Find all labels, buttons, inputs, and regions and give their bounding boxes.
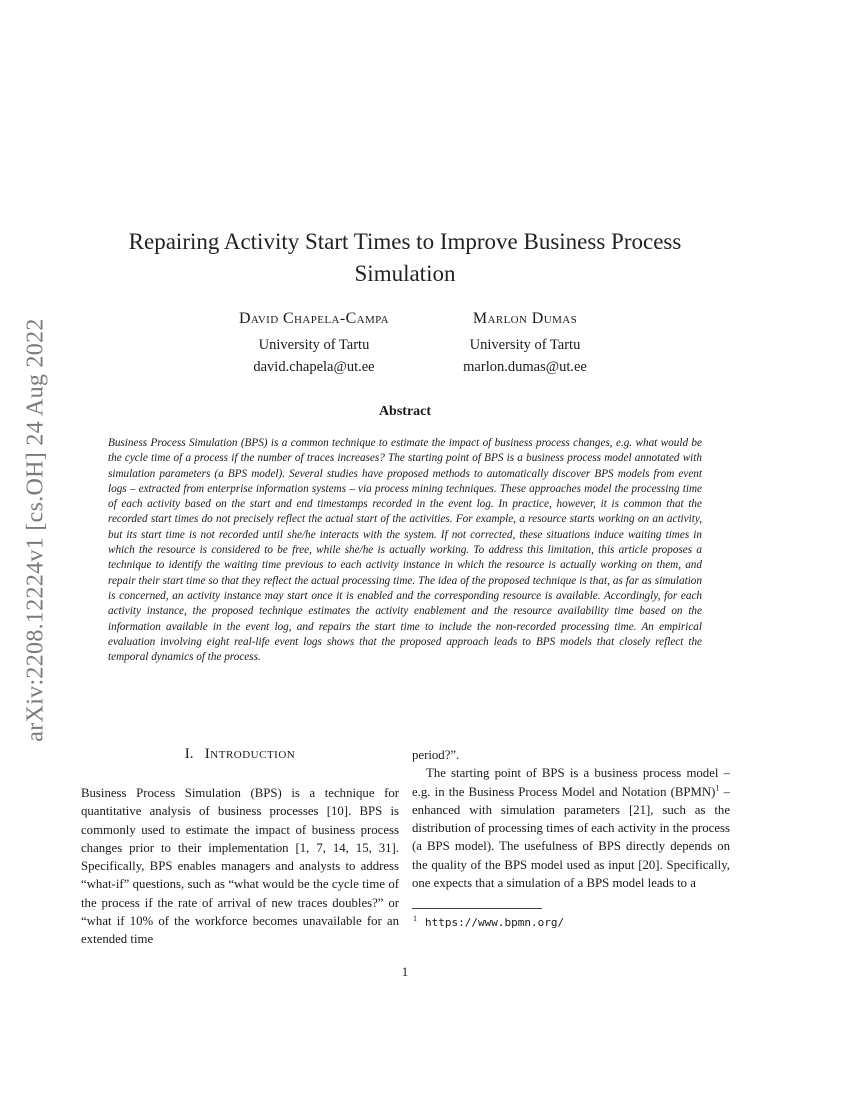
author-name: Marlon Dumas bbox=[472, 310, 578, 327]
footnote-link[interactable]: https://www.bpmn.org/ bbox=[425, 916, 565, 929]
right-column bbox=[412, 746, 730, 892]
section-number: I. bbox=[184, 746, 194, 762]
footnote-reference[interactable]: 1 bbox=[715, 783, 720, 793]
intro-paragraph-1-continued: period?”. bbox=[412, 748, 460, 762]
footnote-divider bbox=[412, 908, 542, 909]
intro-paragraph-2-part-b: – enhanced with simulation parameters [21], such as the distribution of processing times of each activity in the process (a BPS model). The usefulness of BPS directly depends on the quality of the BPS model used as input [20]. Specifically, one expects that a simulation of a BPS model leads to a bbox=[412, 784, 730, 891]
author-email: marlon.dumas@ut.ee bbox=[463, 359, 587, 375]
author-block-2 bbox=[415, 308, 635, 378]
intro-paragraph-2 bbox=[412, 764, 730, 892]
author-email: david.chapela@ut.ee bbox=[253, 359, 375, 375]
author-affiliation: University of Tartu bbox=[469, 337, 581, 353]
author-name: David Chapela-Campa bbox=[238, 310, 390, 327]
author-affiliation: University of Tartu bbox=[258, 337, 370, 353]
footnote bbox=[413, 916, 564, 929]
abstract-text: Business Process Simulation (BPS) is a common technique to estimate the impact of business process changes, e.g. what would be the cycle time of a process if the number of traces increases? The starting point of BPS is a business process model annotated with simulation parameters (a BPS model). Several studies have proposed methods to automatically discover BPS models from event logs – extracted from enterprise information systems – via process mining techniques. These approaches model the processing time of each activity based on the start and end timestamps recorded in the event log. In practice, however, it is common that the recorded start times do not precisely reflect the actual start of the activities. For example, a resource starts working on an activity, but its start time is not recorded until she/he interacts with the system. If not corrected, these situations induce waiting times in which the resource is considered to be free, while she/he is actually working. To address this limitation, this article proposes a technique to identify the waiting time previous to each activity instance in which the resource is actually working on them, and repair their start time so that they reflect the actual processing time. The idea of the proposed technique is that, as far as simulation is concerned, an activity instance may start once it is enabled and the corresponding resource is available. Accordingly, for each activity instance, the proposed technique estimates the activity enablement and the resource availability time based on the information available in the event log, and repairs the start time to include the non-recorded processing time. An empirical evaluation involving eight real-life event logs shows that the proposed approach leads to BPS models that closely reflect the temporal dynamics of the process. bbox=[108, 437, 702, 664]
section-title: Introduction bbox=[204, 746, 296, 762]
paper-title: Repairing Activity Start Times to Improve Business Process Simulation bbox=[128, 229, 682, 286]
arxiv-identifier: arXiv:2208.12224v1 [cs.OH] 24 Aug 2022 bbox=[22, 318, 49, 742]
page-number: 1 bbox=[401, 964, 409, 979]
intro-paragraph-2-part-a: The starting point of BPS is a business process model – e.g. in the Business Process Model and Notation (BPMN) bbox=[412, 766, 730, 799]
arxiv-stamp bbox=[0, 0, 70, 1100]
author-block-1 bbox=[204, 308, 424, 378]
intro-paragraph-1: Business Process Simulation (BPS) is a technique for quantitative analysis of business processes [10]. BPS is commonly used to estimate the impact of business process changes prior to their implementation [1, 7, 14, 15, 31]. Specifically, BPS enables managers and analysts to address “what-if” questions, such as “what would be the cycle time of the process if the rate of arrival of new traces doubles?” or “what if 10% of the workforce becomes unavailable for an extended time bbox=[81, 786, 399, 947]
section-heading-introduction bbox=[81, 742, 399, 766]
abstract-heading: Abstract bbox=[378, 404, 432, 419]
left-column bbox=[81, 742, 399, 949]
footnote-marker: 1 bbox=[413, 914, 417, 924]
